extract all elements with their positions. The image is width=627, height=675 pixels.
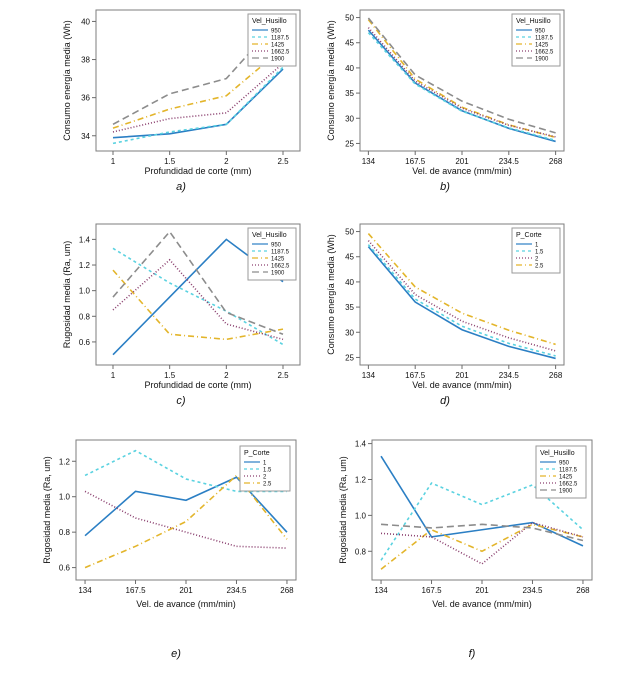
- svg-text:1.2: 1.2: [354, 475, 366, 485]
- svg-text:45: 45: [345, 252, 354, 262]
- svg-text:Vel_Husillo: Vel_Husillo: [252, 18, 287, 25]
- svg-text:2.5: 2.5: [535, 263, 544, 270]
- svg-text:1.2: 1.2: [58, 457, 70, 467]
- svg-text:268: 268: [548, 157, 563, 166]
- svg-text:Profundidad de corte (mm): Profundidad de corte (mm): [144, 166, 252, 176]
- svg-text:1: 1: [110, 157, 116, 166]
- svg-text:167.5: 167.5: [421, 586, 442, 595]
- svg-text:Rugosidad media (Ra, um): Rugosidad media (Ra, um): [338, 456, 348, 564]
- svg-text:1662.5: 1662.5: [559, 481, 578, 488]
- svg-text:1900: 1900: [559, 488, 573, 495]
- svg-text:0.8: 0.8: [78, 312, 90, 322]
- svg-text:P_Corte: P_Corte: [516, 232, 542, 239]
- svg-text:35: 35: [345, 303, 354, 313]
- svg-text:Vel_Husillo: Vel_Husillo: [516, 18, 551, 25]
- svg-text:1.5: 1.5: [263, 467, 272, 474]
- svg-text:1187.5: 1187.5: [271, 249, 289, 256]
- svg-text:0.8: 0.8: [58, 528, 70, 538]
- svg-text:268: 268: [576, 586, 590, 595]
- svg-text:0.6: 0.6: [78, 337, 90, 347]
- svg-text:30: 30: [345, 114, 354, 124]
- svg-text:134: 134: [361, 157, 376, 166]
- svg-text:50: 50: [345, 13, 354, 23]
- svg-text:268: 268: [280, 586, 294, 595]
- svg-text:234.5: 234.5: [498, 371, 519, 380]
- chart-panel-f: [330, 430, 600, 610]
- svg-text:0.8: 0.8: [354, 547, 366, 557]
- chart-a-svg: [56, 2, 306, 177]
- svg-text:134: 134: [374, 586, 388, 595]
- svg-text:1187.5: 1187.5: [535, 35, 553, 42]
- svg-text:1.5: 1.5: [535, 249, 544, 256]
- svg-text:Vel. de avance (mm/min): Vel. de avance (mm/min): [136, 599, 236, 609]
- caption-d: d): [440, 395, 450, 407]
- svg-text:950: 950: [271, 28, 282, 35]
- svg-text:1.5: 1.5: [164, 371, 176, 380]
- svg-text:1900: 1900: [271, 270, 285, 277]
- svg-text:38: 38: [81, 55, 90, 65]
- svg-text:P_Corte: P_Corte: [244, 450, 270, 457]
- caption-a: a): [176, 181, 186, 193]
- svg-text:1662.5: 1662.5: [535, 49, 554, 56]
- svg-text:167.5: 167.5: [405, 157, 426, 166]
- svg-text:1900: 1900: [535, 56, 549, 63]
- svg-text:234.5: 234.5: [226, 586, 247, 595]
- svg-text:Rugosidad media (Ra, um): Rugosidad media (Ra, um): [42, 456, 52, 564]
- svg-text:Vel. de avance (mm/min): Vel. de avance (mm/min): [432, 599, 532, 609]
- svg-text:0.6: 0.6: [58, 563, 70, 573]
- svg-text:268: 268: [548, 371, 563, 380]
- svg-text:201: 201: [455, 157, 469, 166]
- svg-text:1.2: 1.2: [78, 261, 90, 271]
- svg-text:1.4: 1.4: [78, 235, 90, 245]
- svg-text:50: 50: [345, 227, 354, 237]
- svg-text:1.0: 1.0: [78, 286, 90, 296]
- svg-text:1187.5: 1187.5: [271, 35, 289, 42]
- svg-text:2.5: 2.5: [277, 157, 289, 166]
- chart-d-svg: [320, 216, 570, 391]
- svg-text:Vel. de avance (mm/min): Vel. de avance (mm/min): [412, 380, 512, 390]
- svg-text:2: 2: [535, 256, 539, 263]
- svg-text:1900: 1900: [271, 56, 285, 63]
- caption-b: b): [440, 181, 450, 193]
- chart-panel-c: [56, 216, 306, 391]
- svg-text:Consumo energía media (Wh): Consumo energía media (Wh): [326, 20, 336, 141]
- svg-text:2: 2: [263, 474, 267, 481]
- svg-text:30: 30: [345, 328, 354, 338]
- svg-text:1662.5: 1662.5: [271, 49, 290, 56]
- chart-panel-b: [320, 2, 570, 177]
- caption-f: f): [468, 648, 476, 660]
- svg-text:201: 201: [179, 586, 193, 595]
- svg-text:1187.5: 1187.5: [559, 467, 577, 474]
- svg-text:1.5: 1.5: [164, 157, 176, 166]
- chart-f-svg: [330, 430, 600, 610]
- chart-b-svg: [320, 2, 570, 177]
- svg-text:Vel_Husillo: Vel_Husillo: [540, 450, 575, 457]
- svg-text:40: 40: [345, 63, 354, 73]
- svg-text:25: 25: [345, 353, 354, 363]
- svg-text:Vel. de avance (mm/min): Vel. de avance (mm/min): [412, 166, 512, 176]
- svg-text:1.4: 1.4: [354, 439, 366, 449]
- svg-text:40: 40: [345, 277, 354, 287]
- chart-panel-a: [56, 2, 306, 177]
- svg-text:45: 45: [345, 38, 354, 48]
- svg-text:950: 950: [535, 28, 546, 35]
- svg-text:1.0: 1.0: [58, 492, 70, 502]
- svg-text:134: 134: [78, 586, 92, 595]
- svg-text:35: 35: [345, 89, 354, 99]
- svg-text:Vel_Husillo: Vel_Husillo: [252, 232, 287, 239]
- svg-text:950: 950: [559, 460, 570, 467]
- chart-c-svg: [56, 216, 306, 391]
- svg-text:36: 36: [81, 93, 90, 103]
- svg-text:1425: 1425: [535, 42, 549, 49]
- svg-text:34: 34: [81, 131, 90, 141]
- svg-text:Profundidad de corte (mm): Profundidad de corte (mm): [144, 380, 252, 390]
- chart-panel-d: [320, 216, 570, 391]
- svg-text:2: 2: [224, 157, 229, 166]
- svg-text:25: 25: [345, 139, 354, 149]
- svg-text:1425: 1425: [559, 474, 573, 481]
- svg-text:Consumo energía media (Wh): Consumo energía media (Wh): [62, 20, 72, 141]
- svg-text:1: 1: [263, 460, 267, 467]
- svg-text:234.5: 234.5: [498, 157, 519, 166]
- svg-text:134: 134: [361, 371, 376, 380]
- svg-text:1.0: 1.0: [354, 511, 366, 521]
- caption-c: c): [176, 395, 186, 407]
- svg-text:2.5: 2.5: [263, 481, 272, 488]
- svg-text:167.5: 167.5: [405, 371, 426, 380]
- svg-text:1: 1: [535, 242, 539, 249]
- svg-text:201: 201: [475, 586, 489, 595]
- svg-text:1425: 1425: [271, 42, 285, 49]
- chart-e-svg: [34, 430, 304, 610]
- svg-text:Rugosidad media (Ra, um): Rugosidad media (Ra, um): [62, 240, 72, 349]
- svg-text:2: 2: [224, 371, 229, 380]
- svg-text:Consumo energía media (Wh): Consumo energía media (Wh): [326, 234, 336, 355]
- svg-text:1: 1: [110, 371, 116, 380]
- chart-panel-e: [34, 430, 304, 610]
- svg-text:1662.5: 1662.5: [271, 263, 290, 270]
- svg-text:234.5: 234.5: [522, 586, 543, 595]
- svg-text:1425: 1425: [271, 256, 285, 263]
- svg-text:201: 201: [455, 371, 469, 380]
- svg-text:2.5: 2.5: [277, 371, 289, 380]
- caption-e: e): [171, 648, 181, 660]
- svg-text:40: 40: [81, 17, 90, 27]
- svg-text:950: 950: [271, 242, 282, 249]
- svg-text:167.5: 167.5: [125, 586, 146, 595]
